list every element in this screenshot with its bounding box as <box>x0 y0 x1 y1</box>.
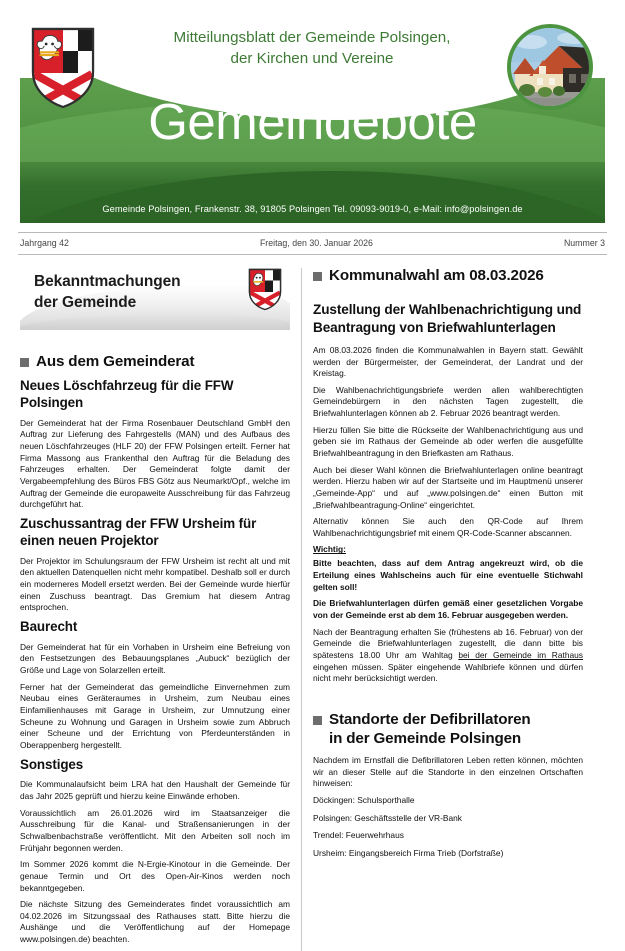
defib-heading-line-1: Standorte der Defibrillatoren <box>329 710 531 728</box>
article-paragraph: Der Gemeinderat hat für ein Vorhaben in Ursheim eine Befreiung von den Festsetzungen des Bebauungsplanes „Aubuck“ bezüglich der Größe und Lage von Solarzellen erteilt. <box>20 641 290 676</box>
election-subheading <box>313 301 583 337</box>
election-paragraph: Alternativ können Sie auch den QR-Code auf Ihrem Wahlbenachrichtigungsbrief mit einem QR-Code-Scanner abscannen. <box>313 516 583 538</box>
section-heading-kommunalwahl <box>313 266 583 285</box>
masthead-address: Gemeinde Polsingen, Frankenstr. 38, 91805 Polsingen Tel. 09093-9019-0, e-Mail: info@polsingen.de <box>102 204 523 214</box>
newsletter-page <box>0 18 625 945</box>
banner-title-line-1: Bekanntmachungen <box>34 273 181 290</box>
closing-text-underlined: bei der Gemeinde im Rathaus <box>458 649 583 660</box>
announcements-banner <box>20 266 290 338</box>
election-paragraph: Hierzu füllen Sie bitte die Rückseite der Wahlbenachrichtigung aus und geben sie im Rathaus der Gemeinde ab oder werfen die ausgefüllte Briefwahlbeantragung in den Briefkasten am Rathaus. <box>313 424 583 458</box>
masthead-green-band <box>20 78 605 223</box>
article-paragraph: Ferner hat der Gemeinderat das gemeindliche Einvernehmen zum Neubau eines Geräteraumes in Ursheim, zum Neubau eines Einfamilienhauses mit Garage in Ursheim, zur Umnutzung einer Scheune zu Wohnung und Garagen in Ursheim sowie zum Abbruch einer Scheune und der Errichtung von Pferdeunterständen in Oberappenberg hergestellt. <box>20 681 290 750</box>
article-paragraph: Die nächste Sitzung des Gemeinderates findet voraussichtlich am 04.02.2026 im Sitzungssaal des Rathauses statt. Bitte hierzu die Aushänge und die Veröffentlichung auf der Homepage www.polsingen.de) beachten. <box>20 899 290 945</box>
election-paragraph: Am 08.03.2026 finden die Kommunalwahlen in Bayern statt. Gewählt werden der Bürgermeister, der Gemeinderat, der Landrat und der Kreistag. <box>313 344 583 379</box>
section-heading-defibrillatoren <box>313 710 583 748</box>
right-column <box>302 266 583 951</box>
election-paragraph: Auch bei dieser Wahl können die Briefwahlunterlagen online beantragt werden. Hierzu haben wir auf der Startseite und im Hauptmenü unserer „Gemeinde-App“ und auf „www.polsingen.de“ einen Button mit „Briefwahlbeantragung-Online“ eingerichtet. <box>313 464 583 510</box>
spacer <box>313 690 583 710</box>
strapline-line-2: der Kirchen und Vereine <box>230 49 394 67</box>
election-important-paragraph: Bitte beachten, dass auf dem Antrag angekreuzt wird, ob die Erteilung eines Wahlscheins auch für eine eventuelle Stichwahl gelten soll! <box>313 558 583 592</box>
banner-coat-of-arms-icon <box>248 268 282 311</box>
masthead <box>20 18 605 223</box>
left-column <box>20 266 301 951</box>
section-heading-text: Aus dem Gemeinderat <box>36 353 195 370</box>
article-paragraph: Der Gemeinderat hat der Firma Rosenbauer Deutschland GmbH den Auftrag zur Lieferung des Fahrgestells (MAN) und des Aufbaus des neuen Löschfahrzeuges (HLF 20) der FFW Polsingen erteilt. Ferner hat Firma Massong aus Frankenthal den Auftrag für die Beladung des Fahrzeuges erhalten. Der Gemeinderat folgte damit der Vergabeempfehlung des Büros FBS Götz aus Neumarkt/Opf., welche im Auftrag der Gemeinde die europaweite Ausschreibung für das Fahrzeug durchgeführt hat. <box>20 417 290 510</box>
strapline-line-1: Mitteilungsblatt der Gemeinde Polsingen, <box>173 29 451 46</box>
article-subheading: Neues Löschfahrzeug für die FFW Polsingen <box>20 378 234 410</box>
banner-title-line-2: der Gemeinde <box>34 293 137 311</box>
defib-heading-line-2: in der Gemeinde Polsingen <box>329 729 522 747</box>
defib-location-item: Polsingen: Geschäftsstelle der VR-Bank <box>313 812 462 823</box>
article-paragraph: Voraussichtlich am 26.01.2026 wird im Staatsanzeiger die Ausschreibung für die Kanal- und Straßensanierungen in der Schwalbenbachstraße veröffentlicht. Mit den Arbeiten soll noch im Frühjahr begonnen werden. <box>20 807 290 853</box>
banner-title <box>34 272 181 313</box>
content-columns <box>20 266 605 951</box>
election-paragraph: Die Wahlbenachrichtigungsbriefe werden allen wahlberechtigten Gemeindebürgern in den nächsten Tagen zugestellt, die Briefwahlunterlagen können ab 2. Februar 2026 beantragt werden. <box>313 384 583 419</box>
square-bullet-icon <box>313 272 322 281</box>
section-heading-gemeinderat <box>20 352 290 371</box>
spacer <box>313 292 583 299</box>
closing-text-part-2: eingehen müssen. Später eingehende Wahlbriefe können und dürfen nicht mehr berücksichtigt werden. <box>313 661 583 684</box>
issue-volume: Jahrgang 42 <box>20 238 69 248</box>
article-baurecht <box>20 619 290 752</box>
election-subheading-line-2: Beantragung von Briefwahlunterlagen <box>313 319 556 335</box>
issue-bar <box>18 232 607 255</box>
article-paragraph: Die Kommunalaufsicht beim LRA hat den Haushalt der Gemeinde für das Jahr 2025 geprüft und hierzu keine Einwände erhoben. <box>20 779 290 802</box>
election-important-paragraph: Die Briefwahlunterlagen dürfen gemäß einer gesetzlichen Vorgabe von der Gemeinde erst ab dem 16. Februar ausgegeben werden. <box>313 598 583 621</box>
town-hall-photo <box>507 24 593 110</box>
article-sonstiges <box>20 757 290 946</box>
defib-location-item: Ursheim: Eingangsbereich Firma Trieb (Dorfstraße) <box>313 848 504 859</box>
issue-number: Nummer 3 <box>563 238 605 248</box>
issue-date: Freitag, den 30. Januar 2026 <box>259 238 373 248</box>
closing-text-part-1: Nach der Beantragung erhalten Sie (frühestens ab 16. Februar) von der Gemeinde die Briefwahlunterlagen zugestellt, die dann bitte bis spätestens 18.00 Uhr am Wahltag <box>313 626 583 660</box>
square-bullet-icon <box>313 716 322 725</box>
section-heading-text <box>329 710 531 748</box>
article-subheading: Sonstiges <box>20 756 84 772</box>
page-title: Gemeindebote <box>148 93 477 150</box>
masthead-strapline <box>132 28 492 70</box>
defib-intro: Nachdem im Ernstfall die Defibrillatoren Leben retten können, möchten wir an dieser Stelle auf die Standorte in den einzelnen Ortschaften hinweisen: <box>313 754 583 789</box>
article-subheading: Baurecht <box>20 618 78 634</box>
article-projektor <box>20 516 290 614</box>
coat-of-arms-icon <box>30 26 96 110</box>
article-loeschfahrzeug <box>20 378 290 511</box>
section-heading-text: Kommunalwahl am 08.03.2026 <box>329 267 544 284</box>
article-paragraph: Der Projektor im Schulungsraum der FFW Ursheim ist recht alt und mit den aktuellen Datenquellen nicht mehr kompatibel. Deshalb soll er durch ein moderneres Modell ersetzt werden. Bei der Gemeinde wurde hierfür einen Zuschuss beantragt. Das Gremium hat diesem Antrag entsprochen. <box>20 555 290 613</box>
defib-location-item: Trendel: Feuerwehrhaus <box>313 830 404 841</box>
defib-location-item: Döckingen: Schulsporthalle <box>313 794 415 805</box>
important-label: Wichtig: <box>313 544 346 555</box>
election-subheading-line-1: Zustellung der Wahlbenachrichtigung und <box>313 302 582 317</box>
election-closing-paragraph <box>313 627 583 685</box>
article-subheading: Zuschussantrag der FFW Ursheim für einen neuen Projektor <box>20 515 257 548</box>
article-paragraph: Im Sommer 2026 kommt die N-Ergie-Kinotour in die Gemeinde. Der genaue Termin und Ort des Open-Air-Kinos werden noch bekanntgegeben. <box>20 859 290 893</box>
square-bullet-icon <box>20 358 29 367</box>
masthead-dark-wave <box>20 171 605 223</box>
